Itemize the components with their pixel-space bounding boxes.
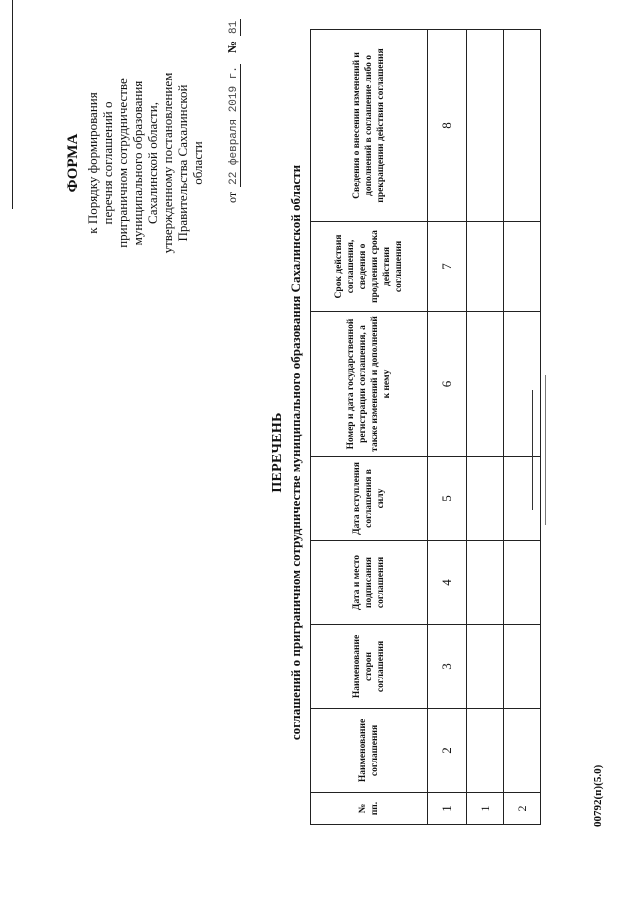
table-cell: [467, 625, 504, 709]
document-subtitle: соглашений о приграничном сотрудничестве муниципального образования Сахалинской области: [288, 164, 303, 741]
table-cell: [504, 222, 541, 312]
number-label: №: [225, 41, 239, 54]
table-cell: [504, 30, 541, 222]
column-number: 8: [428, 30, 467, 222]
column-header: Сведения о внесении изменений и дополнений в соглашение либо о прекращении действия соглашения: [311, 30, 428, 222]
table-cell: 1: [467, 793, 504, 825]
column-number: 2: [428, 709, 467, 793]
table-cell: [467, 709, 504, 793]
table-cell: [504, 625, 541, 709]
column-header: Дата и место подписания соглашения: [311, 541, 428, 625]
table-header-row: [311, 30, 428, 825]
header-line: утвержденному постановлением: [160, 72, 175, 254]
header-line: Правительства Сахалинской: [175, 84, 190, 242]
column-number-row: [428, 30, 467, 825]
resolution-date: 22 февраля 2019 г.: [228, 66, 240, 185]
end-rule: [532, 390, 533, 510]
document-title: ПЕРЕЧЕНЬ: [270, 412, 285, 493]
header-line: к Порядку формирования: [85, 92, 100, 234]
column-header: Номер и дата государственной регистрации соглашения, а также изменений и дополнений к нему: [311, 312, 428, 457]
column-header: Наименование соглашения: [311, 709, 428, 793]
table-cell: [467, 457, 504, 541]
column-number: 1: [428, 793, 467, 825]
table-cell: [467, 222, 504, 312]
document-code: 00792(п)(5.0): [592, 764, 604, 827]
column-number: 6: [428, 312, 467, 457]
header-line: перечня соглашений о: [100, 101, 115, 225]
header-line: области: [190, 141, 205, 185]
table-cell: [504, 709, 541, 793]
column-header: № пп.: [311, 793, 428, 825]
table-cell: [467, 312, 504, 457]
table-cell: [504, 312, 541, 457]
agreements-table: [310, 29, 541, 825]
column-number: 7: [428, 222, 467, 312]
column-number: 4: [428, 541, 467, 625]
from-label: от: [225, 191, 239, 203]
form-title: ФОРМА: [65, 133, 81, 193]
column-header: Дата вступления соглашения в силу: [311, 457, 428, 541]
table-row: [467, 30, 504, 825]
resolution-number: 81: [228, 20, 240, 35]
table-cell: [504, 541, 541, 625]
header-line: Сахалинской области,: [145, 102, 160, 224]
table-cell: [467, 541, 504, 625]
table-cell: [467, 30, 504, 222]
header-rule: [12, 0, 13, 209]
column-number: 5: [428, 457, 467, 541]
form-header: [66, 48, 205, 278]
header-line: приграничном сотрудничестве: [115, 78, 130, 248]
table-cell: 2: [504, 793, 541, 825]
table-row: [504, 30, 541, 825]
column-number: 3: [428, 625, 467, 709]
resolution-date-line: [225, 0, 241, 205]
column-header: Наименование сторон соглашения: [311, 625, 428, 709]
header-line: муниципального образования: [130, 80, 145, 246]
table-cell: [504, 457, 541, 541]
end-rule: [545, 375, 546, 525]
column-header: Срок действия соглашения, сведения о продлении срока действия соглашения: [311, 222, 428, 312]
